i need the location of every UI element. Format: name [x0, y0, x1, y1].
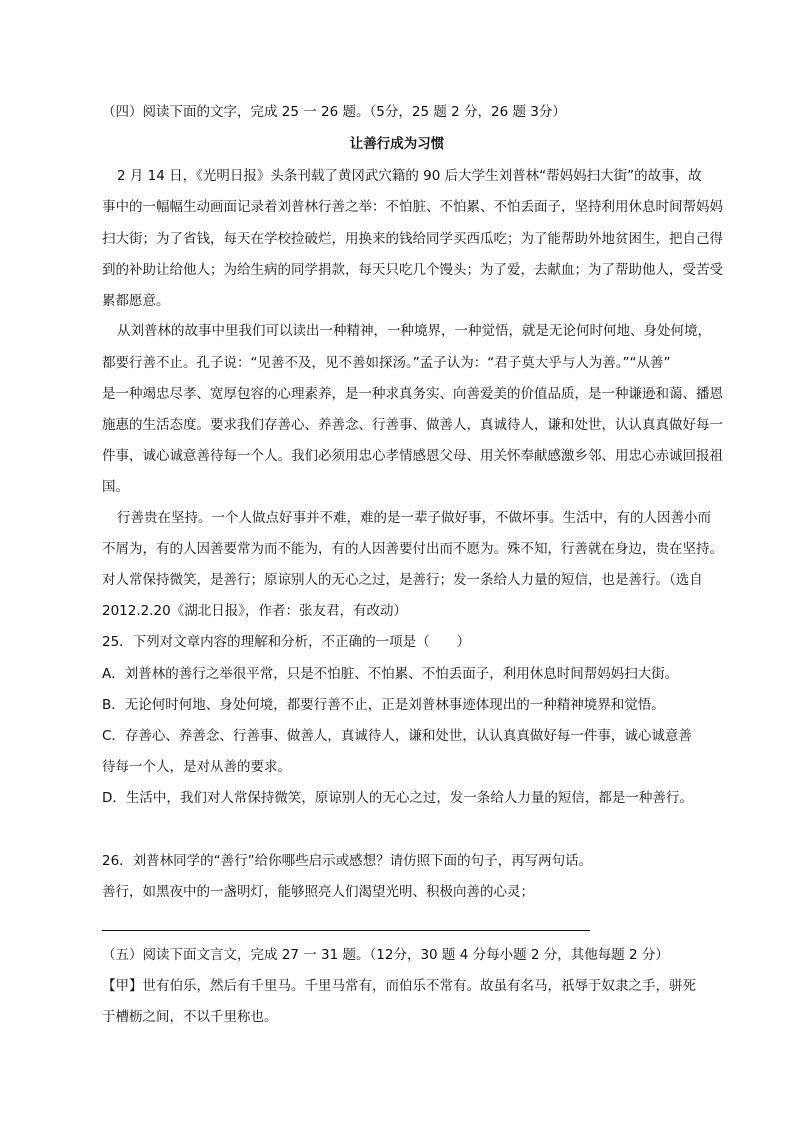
paragraph-2-line-3: 是一种竭忠尽孝、宽厚包容的心理素养，是一种求真务实、向善爱美的价值品质，是一种谦逊和蔼、播恩 — [102, 386, 723, 402]
paragraph-3-line-3: 对人常保持微笑，是善行；原谅别人的无心之过，是善行；发一条给人力量的短信，也是善行。（选自 — [102, 572, 703, 588]
paragraph-1-line-4: 到的补助让给他人；为给生病的同学捐款，每天只吃几个馒头；为了爱，去献血；为了帮助他人，受苦受 — [102, 262, 723, 278]
section5-heading: （五）阅读下面文言文，完成 27 一 31 题。（12分，30 题 4 分每小题 2 分，其他每题 2 分） — [102, 947, 669, 963]
classical-text-jia-line-1: 【甲】世有伯乐，然后有千里马。千里马常有，而伯乐不常有。故虽有名马，祇辱于奴隶之手，骈死 — [102, 978, 696, 994]
question-25-option-b: B．无论何时何地、身处何境，都要行善不止，正是刘普林事迹体现出的一种精神境界和觉悟。 — [102, 697, 665, 713]
question-25-option-d: D．生活中，我们对人常保持微笑，原谅别人的无心之过，发一条给人力量的短信，都是一种善行。 — [102, 790, 693, 806]
question-26-example: 善行，如黑夜中的一盏明灯，能够照亮人们渴望光明、积极向善的心灵； — [102, 884, 534, 900]
paragraph-1-line-2: 事中的一幅幅生动画面记录着刘普林行善之举：不怕脏、不怕累、不怕丢面子，坚持利用休息时间帮妈妈 — [102, 199, 723, 215]
paragraph-2-line-5: 件事，诚心诚意善待每一个人。我们必须用忠心孝情感恩父母、用关怀奉献感激乡邻、用忠心赤诚回报祖 — [102, 448, 723, 464]
question-25-option-c-line-1: C．存善心、养善念、行善事、做善人，真诚待人，谦和处世，认认真真做好每一件事，诚心诚意善 — [102, 728, 692, 744]
question-25-option-c-line-2: 待每一个人，是对从善的要求。 — [102, 759, 291, 775]
paragraph-3-line-2: 不屑为，有的人因善要常为而不能为，有的人因善要付出而不愿为。殊不知，行善就在身边，贵在坚持。 — [102, 541, 723, 557]
paragraph-2-line-4: 施惠的生活态度。要求我们存善心、养善念、行善事、做善人，真诚待人，谦和处世，认认真真做好每一 — [102, 417, 723, 433]
paragraph-1-line-3: 扫大街；为了省钱，每天在学校捡破烂，用换来的钱给同学买西瓜吃；为了能帮助外地贫困生，把自己得 — [102, 231, 723, 247]
paragraph-2-line-2: 都要行善不止。孔子说：“见善不及，见不善如探汤。”孟子认为：“君子莫大乎与人为善。”“从善” — [102, 355, 671, 371]
section4-heading: （四）阅读下面的文字，完成 25 一 26 题。（5分，25 题 2 分，26 题 3分） — [102, 104, 566, 120]
paragraph-3-line-4: 2012.2.20《湖北日报》，作者：张友君，有改动） — [102, 603, 407, 619]
paragraph-3-line-1: 行善贵在坚持。一个人做点好事并不难，难的是一辈子做好事，不做坏事。生活中，有的人因善小而 — [117, 510, 711, 526]
classical-text-jia-line-2: 于槽枥之间，不以千里称也。 — [102, 1009, 278, 1025]
paragraph-2-line-6: 国。 — [102, 479, 129, 495]
question-25-stem: 25．下列对文章内容的理解和分析，不正确的一项是（ ） — [102, 634, 471, 650]
paragraph-1-line-5: 累都愿意。 — [102, 293, 170, 309]
paragraph-1-line-1: 2 月 14 日，《光明日报》头条刊载了黄冈武穴籍的 90 后大学生刘普林“帮妈妈扫大街”的故事，故 — [117, 168, 702, 184]
answer-line[interactable] — [102, 930, 590, 931]
article-title: 让善行成为习惯 — [349, 136, 445, 152]
question-26-stem: 26．刘普林同学的“善行”给你哪些启示或感想？请仿照下面的句子，再写两句话。 — [102, 853, 593, 869]
question-25-option-a: A．刘普林的善行之举很平常，只是不怕脏、不怕累、不怕丢面子，利用休息时间帮妈妈扫大街。 — [102, 666, 679, 682]
paragraph-2-line-1: 从刘普林的故事中里我们可以读出一种精神，一种境界，一种觉悟，就是无论何时何地、身处何境， — [117, 323, 711, 339]
